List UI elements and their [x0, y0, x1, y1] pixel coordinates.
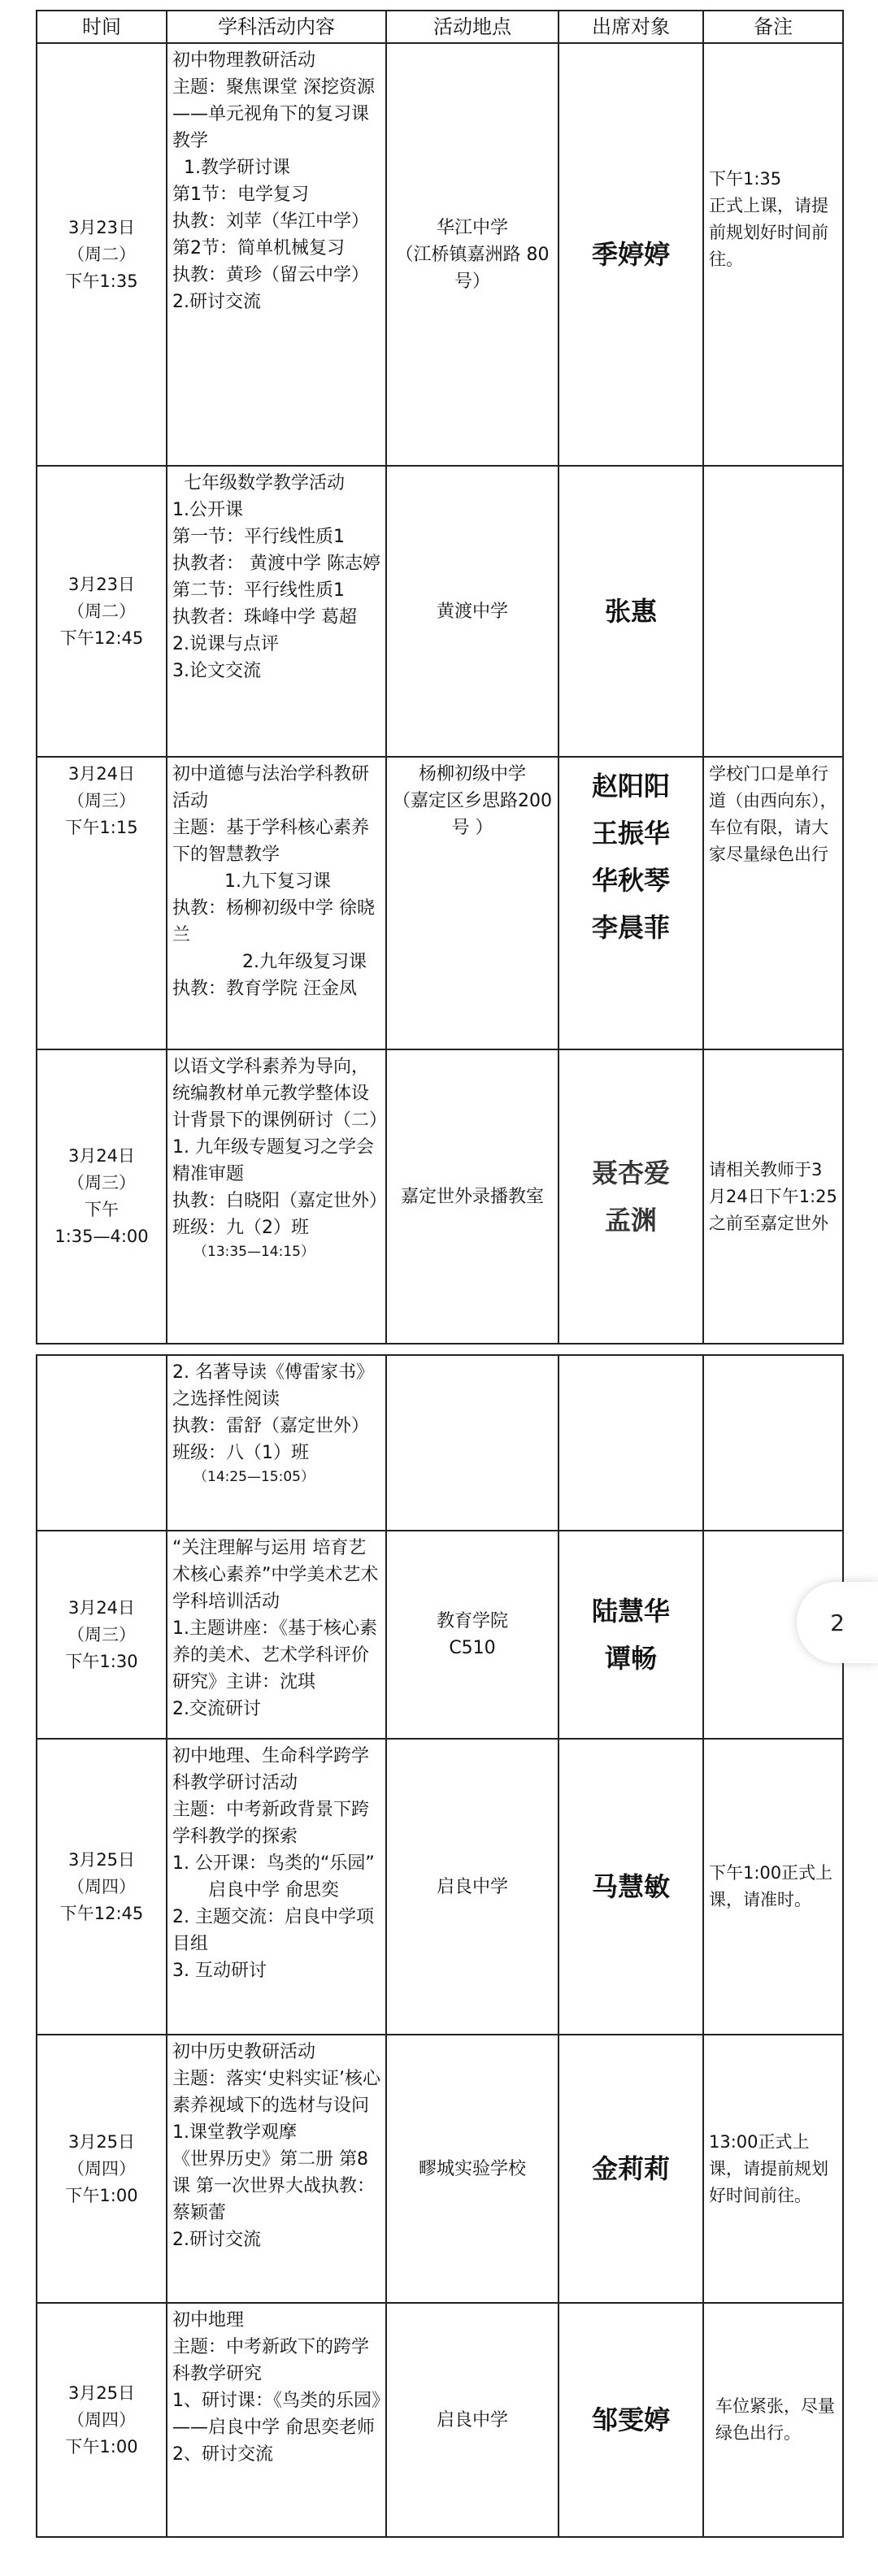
venue-cell: 启良中学 — [386, 2303, 559, 2537]
content-line: 2、研讨交流 — [172, 2444, 273, 2465]
attendee-cell — [559, 466, 703, 757]
attendee-name: 金莉莉 — [591, 2153, 670, 2184]
time-cell: 3月24日 （周三） 下午1:15 — [37, 757, 167, 1049]
attendee-name: 邹雯婷 — [591, 2404, 670, 2435]
content-line: 1.主题讲座：《基于核心素养的美术、艺术学科评价研究》主讲：沈琪 — [172, 1618, 377, 1692]
header-note: 备注 — [703, 11, 843, 43]
content-cell — [167, 43, 386, 466]
header-venue: 活动地点 — [386, 11, 559, 43]
attendee-name: 聂杏爱 — [591, 1158, 670, 1188]
content-line: 1、研讨课：《鸟类的乐园》——启良中学 俞思奕老师 — [172, 2391, 380, 2438]
time-cell: 3月23日 （周二） 下午12:45 — [37, 466, 167, 757]
content-line: 班级：九（2）班 — [172, 1218, 309, 1238]
note-cell: 13:00正式上课，请提前规划好时间前往。 — [703, 2035, 843, 2303]
table-row — [37, 2303, 843, 2537]
attendee-name: 马慧敏 — [591, 1871, 670, 1902]
attendee-name: 张惠 — [604, 596, 657, 627]
content-line: 初中地理 — [172, 2310, 245, 2331]
content-line: 2. 主题交流：启良中学项目组 — [172, 1907, 374, 1954]
content-line: 第二节：平行线性质1 — [172, 580, 345, 601]
content-line: 执教：白晓阳（嘉定世外） — [172, 1191, 388, 1211]
content-line: 执教者：珠峰中学 葛超 — [172, 607, 357, 628]
content-line: 2.说课与点评 — [172, 634, 279, 654]
note-cell: 下午1:00正式上课，请准时。 — [703, 1739, 843, 2035]
content-line: 1.公开课 — [172, 500, 243, 520]
content-line: 1.课堂教学观摩 — [172, 2122, 297, 2143]
attendee-name: 孟渊 — [604, 1205, 657, 1236]
content-cell — [167, 1531, 386, 1739]
content-line: （14:25—15:05） — [193, 1469, 315, 1485]
content-line: 1. 九年级专题复习之学会精准审题 — [172, 1137, 374, 1184]
content-line: 2.交流研讨 — [172, 1699, 261, 1719]
schedule-table-2 — [36, 1354, 844, 2538]
attendee-cell — [559, 1739, 703, 2035]
time-cell — [37, 1355, 167, 1531]
content-line: 执教者： 黄渡中学 陈志婷 — [172, 554, 380, 574]
content-line: 主题：基于学科核心素养下的智慧教学 — [172, 818, 370, 865]
time-cell: 3月24日 （周三） 下午1:30 — [37, 1531, 167, 1739]
content-line: 1.九下复习课 — [224, 871, 331, 892]
attendee-cell — [559, 43, 703, 466]
page-number-badge[interactable]: 2 — [797, 1582, 878, 1663]
content-line: （13:35—14:15） — [193, 1244, 315, 1260]
header-attendee: 出席对象 — [559, 11, 703, 43]
table-row — [37, 1355, 843, 1531]
note-cell — [703, 466, 843, 757]
content-line: 启良中学 俞思奕 — [208, 1880, 339, 1901]
attendee-name: 赵阳阳 — [591, 771, 670, 801]
content-line: 初中物理教研活动 — [172, 50, 316, 71]
venue-cell: 嘉定世外录播教室 — [386, 1049, 559, 1344]
content-line: 初中地理、生命科学跨学科教学研讨活动 — [172, 1746, 370, 1793]
attendee-name: 季婷婷 — [591, 239, 670, 270]
table-header-row — [37, 11, 843, 43]
content-line: 2. 名著导读《傅雷家书》之选择性阅读 — [172, 1362, 374, 1410]
table-row — [37, 1739, 843, 2035]
attendee-cell — [559, 1531, 703, 1739]
content-line: 3.论文交流 — [172, 661, 261, 681]
time-cell: 3月25日 （周四） 下午1:00 — [37, 2303, 167, 2537]
venue-cell: 疁城实验学校 — [386, 2035, 559, 2303]
content-line: 初中道德与法治学科教研活动 — [172, 764, 370, 811]
content-cell — [167, 1739, 386, 2035]
header-time: 时间 — [37, 11, 167, 43]
time-cell: 3月23日 （周二） 下午1:35 — [37, 43, 167, 466]
content-line: 第2节：简单机械复习 — [172, 238, 345, 258]
attendee-name: 王振华 — [591, 818, 670, 849]
content-line: 2.研讨交流 — [172, 292, 261, 312]
content-line: 第1节：电学复习 — [172, 185, 309, 205]
table-row — [37, 757, 843, 1049]
note-cell: 请相关教师于3月24日下午1:25之前至嘉定世外 — [703, 1049, 843, 1344]
table-row — [37, 2035, 843, 2303]
content-line: 主题：中考新政下的跨学科教学研究 — [172, 2337, 370, 2384]
venue-cell: 启良中学 — [386, 1739, 559, 2035]
note-cell: 车位紧张，尽量绿色出行。 — [703, 2303, 843, 2537]
content-cell — [167, 2035, 386, 2303]
schedule-table-1 — [36, 10, 844, 1344]
table-row — [37, 466, 843, 757]
time-cell: 3月24日 （周三） 下午 1:35—4:00 — [37, 1049, 167, 1344]
table-row — [37, 1531, 843, 1739]
attendee-name: 李晨菲 — [591, 912, 670, 943]
content-cell — [167, 1355, 386, 1531]
content-line: 执教：教育学院 汪金凤 — [172, 979, 357, 999]
content-line: 3. 互动研讨 — [172, 1961, 267, 1981]
venue-cell: 黄渡中学 — [386, 466, 559, 757]
content-line: 执教：刘苹（华江中学） — [172, 211, 370, 232]
content-cell — [167, 757, 386, 1049]
header-content: 学科活动内容 — [167, 11, 386, 43]
attendee-cell — [559, 1049, 703, 1344]
table-row — [37, 43, 843, 466]
content-line: 主题：落实‘史料实证’核心素养视域下的选材与设问 — [172, 2069, 380, 2116]
content-cell — [167, 2303, 386, 2537]
venue-cell: 杨柳初级中学 （嘉定区乡思路200号 ） — [386, 757, 559, 1049]
content-line: 第一节：平行线性质1 — [172, 527, 345, 547]
content-line: 1. 公开课：鸟类的“乐园” — [172, 1853, 375, 1874]
note-cell: 学校门口是单行道（由西向东），车位有限，请大家尽量绿色出行 — [703, 757, 843, 1049]
content-line: 2.研讨交流 — [172, 2230, 261, 2250]
attendee-name: 陆慧华 — [591, 1596, 670, 1627]
table-row — [37, 1049, 843, 1344]
time-cell: 3月25日 （周四） 下午12:45 — [37, 1739, 167, 2035]
venue-cell — [386, 1355, 559, 1531]
content-line: 班级：八（1）班 — [172, 1443, 309, 1463]
content-line: 执教：杨柳初级中学 徐晓兰 — [172, 898, 375, 945]
attendee-cell — [559, 757, 703, 1049]
note-cell — [703, 1355, 843, 1531]
content-line: 主题：聚焦课堂 深挖资源——单元视角下的复习课教学 — [172, 77, 375, 151]
venue-cell: 华江中学 （江桥镇嘉洲路 80号） — [386, 43, 559, 466]
time-cell: 3月25日 （周四） 下午1:00 — [37, 2035, 167, 2303]
content-line: “关注理解与运用 培育艺术核心素养”中学美术艺术学科培训活动 — [172, 1538, 379, 1612]
content-line: 1.教学研讨课 — [184, 158, 290, 178]
content-cell — [167, 466, 386, 757]
content-line: 主题：中考新政背景下跨学科教学的探索 — [172, 1800, 370, 1847]
content-cell — [167, 1049, 386, 1344]
content-line: 初中历史教研活动 — [172, 2042, 316, 2062]
attendee-cell — [559, 2035, 703, 2303]
attendee-cell — [559, 1355, 703, 1531]
venue-cell: 教育学院 C510 — [386, 1531, 559, 1739]
attendee-name: 华秋琴 — [591, 865, 670, 896]
note-cell: 下午1:35 正式上课，请提前规划好时间前往。 — [703, 43, 843, 466]
content-line: 执教：雷舒（嘉定世外） — [172, 1416, 370, 1436]
content-line: 执教：黄珍（留云中学） — [172, 265, 370, 285]
content-line: 七年级数学教学活动 — [184, 473, 346, 493]
content-line: 以语文学科素养为导向，统编教材单元教学整体设计背景下的课例研讨（二） — [172, 1057, 388, 1131]
attendee-name: 谭畅 — [604, 1643, 657, 1674]
content-line: 《世界历史》第二册 第8课 第一次世界大战执教：蔡颖蕾 — [172, 2149, 375, 2223]
content-line: 2.九年级复习课 — [242, 952, 367, 972]
attendee-cell — [559, 2303, 703, 2537]
